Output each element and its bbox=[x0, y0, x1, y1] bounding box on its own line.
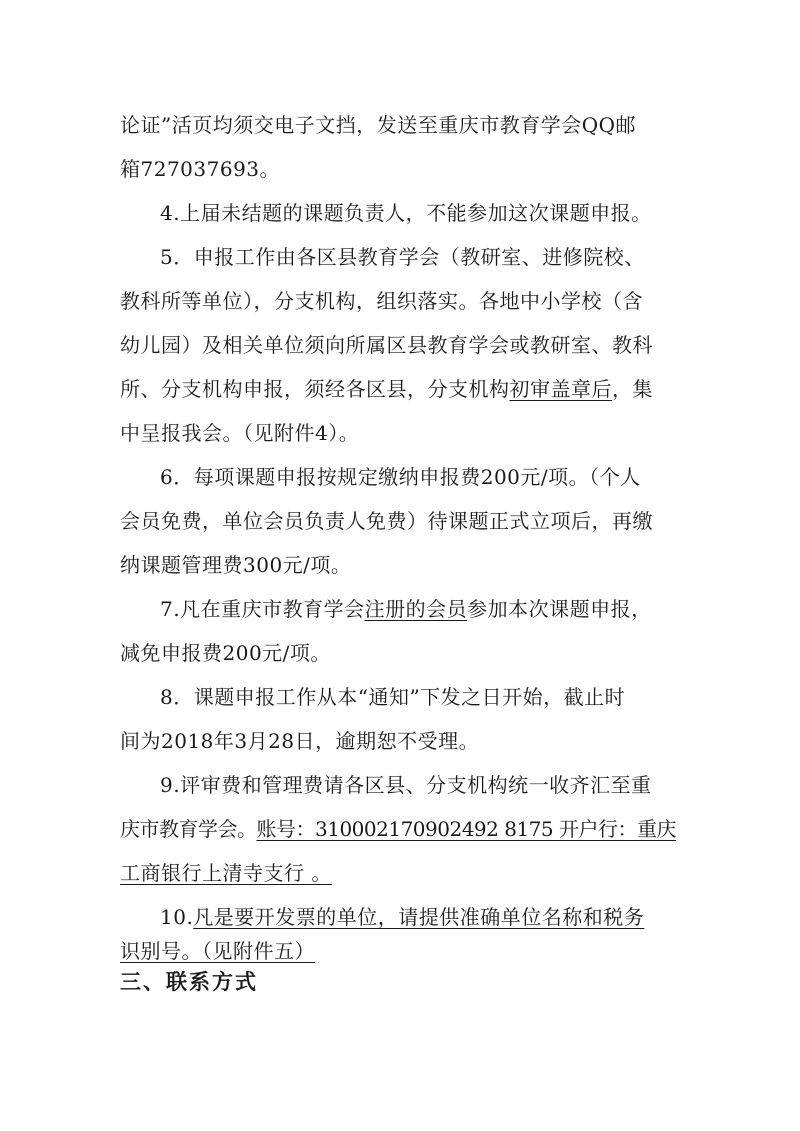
item-6-line bbox=[120, 550, 680, 580]
section-heading: 三、联系方式 bbox=[120, 970, 258, 994]
item-10-line bbox=[160, 902, 680, 932]
text-run: 教科所等单位），分支机构，组织落实。各地中小学校（含 bbox=[120, 289, 643, 313]
underlined-text: 识别号。（见附件五） bbox=[120, 939, 315, 963]
text-run: 箱727037693。 bbox=[120, 157, 281, 181]
item-5-line bbox=[120, 374, 680, 404]
paragraph-line bbox=[120, 154, 680, 184]
text-run: 8．课题申报工作从本“通知”下发之日开始，截止时 bbox=[160, 685, 626, 709]
text-run: ，集 bbox=[612, 377, 653, 401]
text-run: 7.凡在重庆市教育学会 bbox=[160, 597, 365, 621]
item-6-line bbox=[120, 506, 680, 536]
item-5-line bbox=[160, 242, 680, 272]
item-9-line bbox=[120, 814, 680, 844]
text-run: 5．申报工作由各区县教育学会（教研室、进修院校、 bbox=[160, 245, 645, 269]
text-run: 纳课题管理费300元/项。 bbox=[120, 553, 352, 577]
account-number: 账号：310002170902492 8175 开户行：重庆 bbox=[256, 817, 676, 841]
item-7-line bbox=[160, 594, 680, 624]
text-run: 中呈报我会。（见附件4）。 bbox=[120, 421, 360, 445]
item-10-line bbox=[120, 936, 680, 966]
item-4-line bbox=[160, 198, 680, 228]
text-run: 9.评审费和管理费请各区县、分支机构统一收齐汇至重 bbox=[160, 773, 652, 797]
paragraph-line bbox=[120, 110, 680, 140]
text-run: 减免申报费200元/项。 bbox=[120, 641, 331, 665]
text-run: 论证”活页均须交电子文挡，发送至重庆市教育学会QQ邮 bbox=[120, 113, 637, 137]
item-5-line bbox=[120, 330, 680, 360]
underlined-text: 注册的会员 bbox=[364, 597, 468, 621]
item-8-line bbox=[120, 726, 680, 756]
item-8-line bbox=[160, 682, 680, 712]
item-5-line bbox=[120, 286, 680, 316]
text-run: 参加本次课题申报， bbox=[467, 597, 652, 621]
text-run: 庆市教育学会。 bbox=[120, 817, 257, 841]
text-run: 4.上届未结题的课题负责人，不能参加这次课题申报。 bbox=[160, 201, 652, 225]
text-run: 6．每项课题申报按规定缴纳申报费200元/项。（个人 bbox=[160, 465, 641, 489]
text-run: 10. bbox=[160, 905, 194, 929]
text-run: 会员免费，单位会员负责人免费）待课题正式立项后，再缴 bbox=[120, 509, 653, 533]
text-run: 幼儿园）及相关单位须向所属区县教育学会或教研室、教科 bbox=[120, 333, 653, 357]
text-run: 所、分支机构申报，须经各区县，分支机构 bbox=[120, 377, 510, 401]
item-9-line bbox=[160, 770, 680, 800]
item-7-line bbox=[120, 638, 680, 668]
item-5-line bbox=[120, 418, 680, 448]
underlined-text: 初审盖章后 bbox=[509, 377, 612, 401]
text-run: 间为2018年3月28日，逾期恕不受理。 bbox=[120, 729, 480, 753]
item-6-line bbox=[160, 462, 680, 492]
underlined-text: 凡是要开发票的单位，请提供准确单位名称和税务 bbox=[193, 905, 645, 929]
bank-name: 工商银行上清寺支行 。 bbox=[120, 861, 332, 885]
item-9-line bbox=[120, 858, 680, 888]
